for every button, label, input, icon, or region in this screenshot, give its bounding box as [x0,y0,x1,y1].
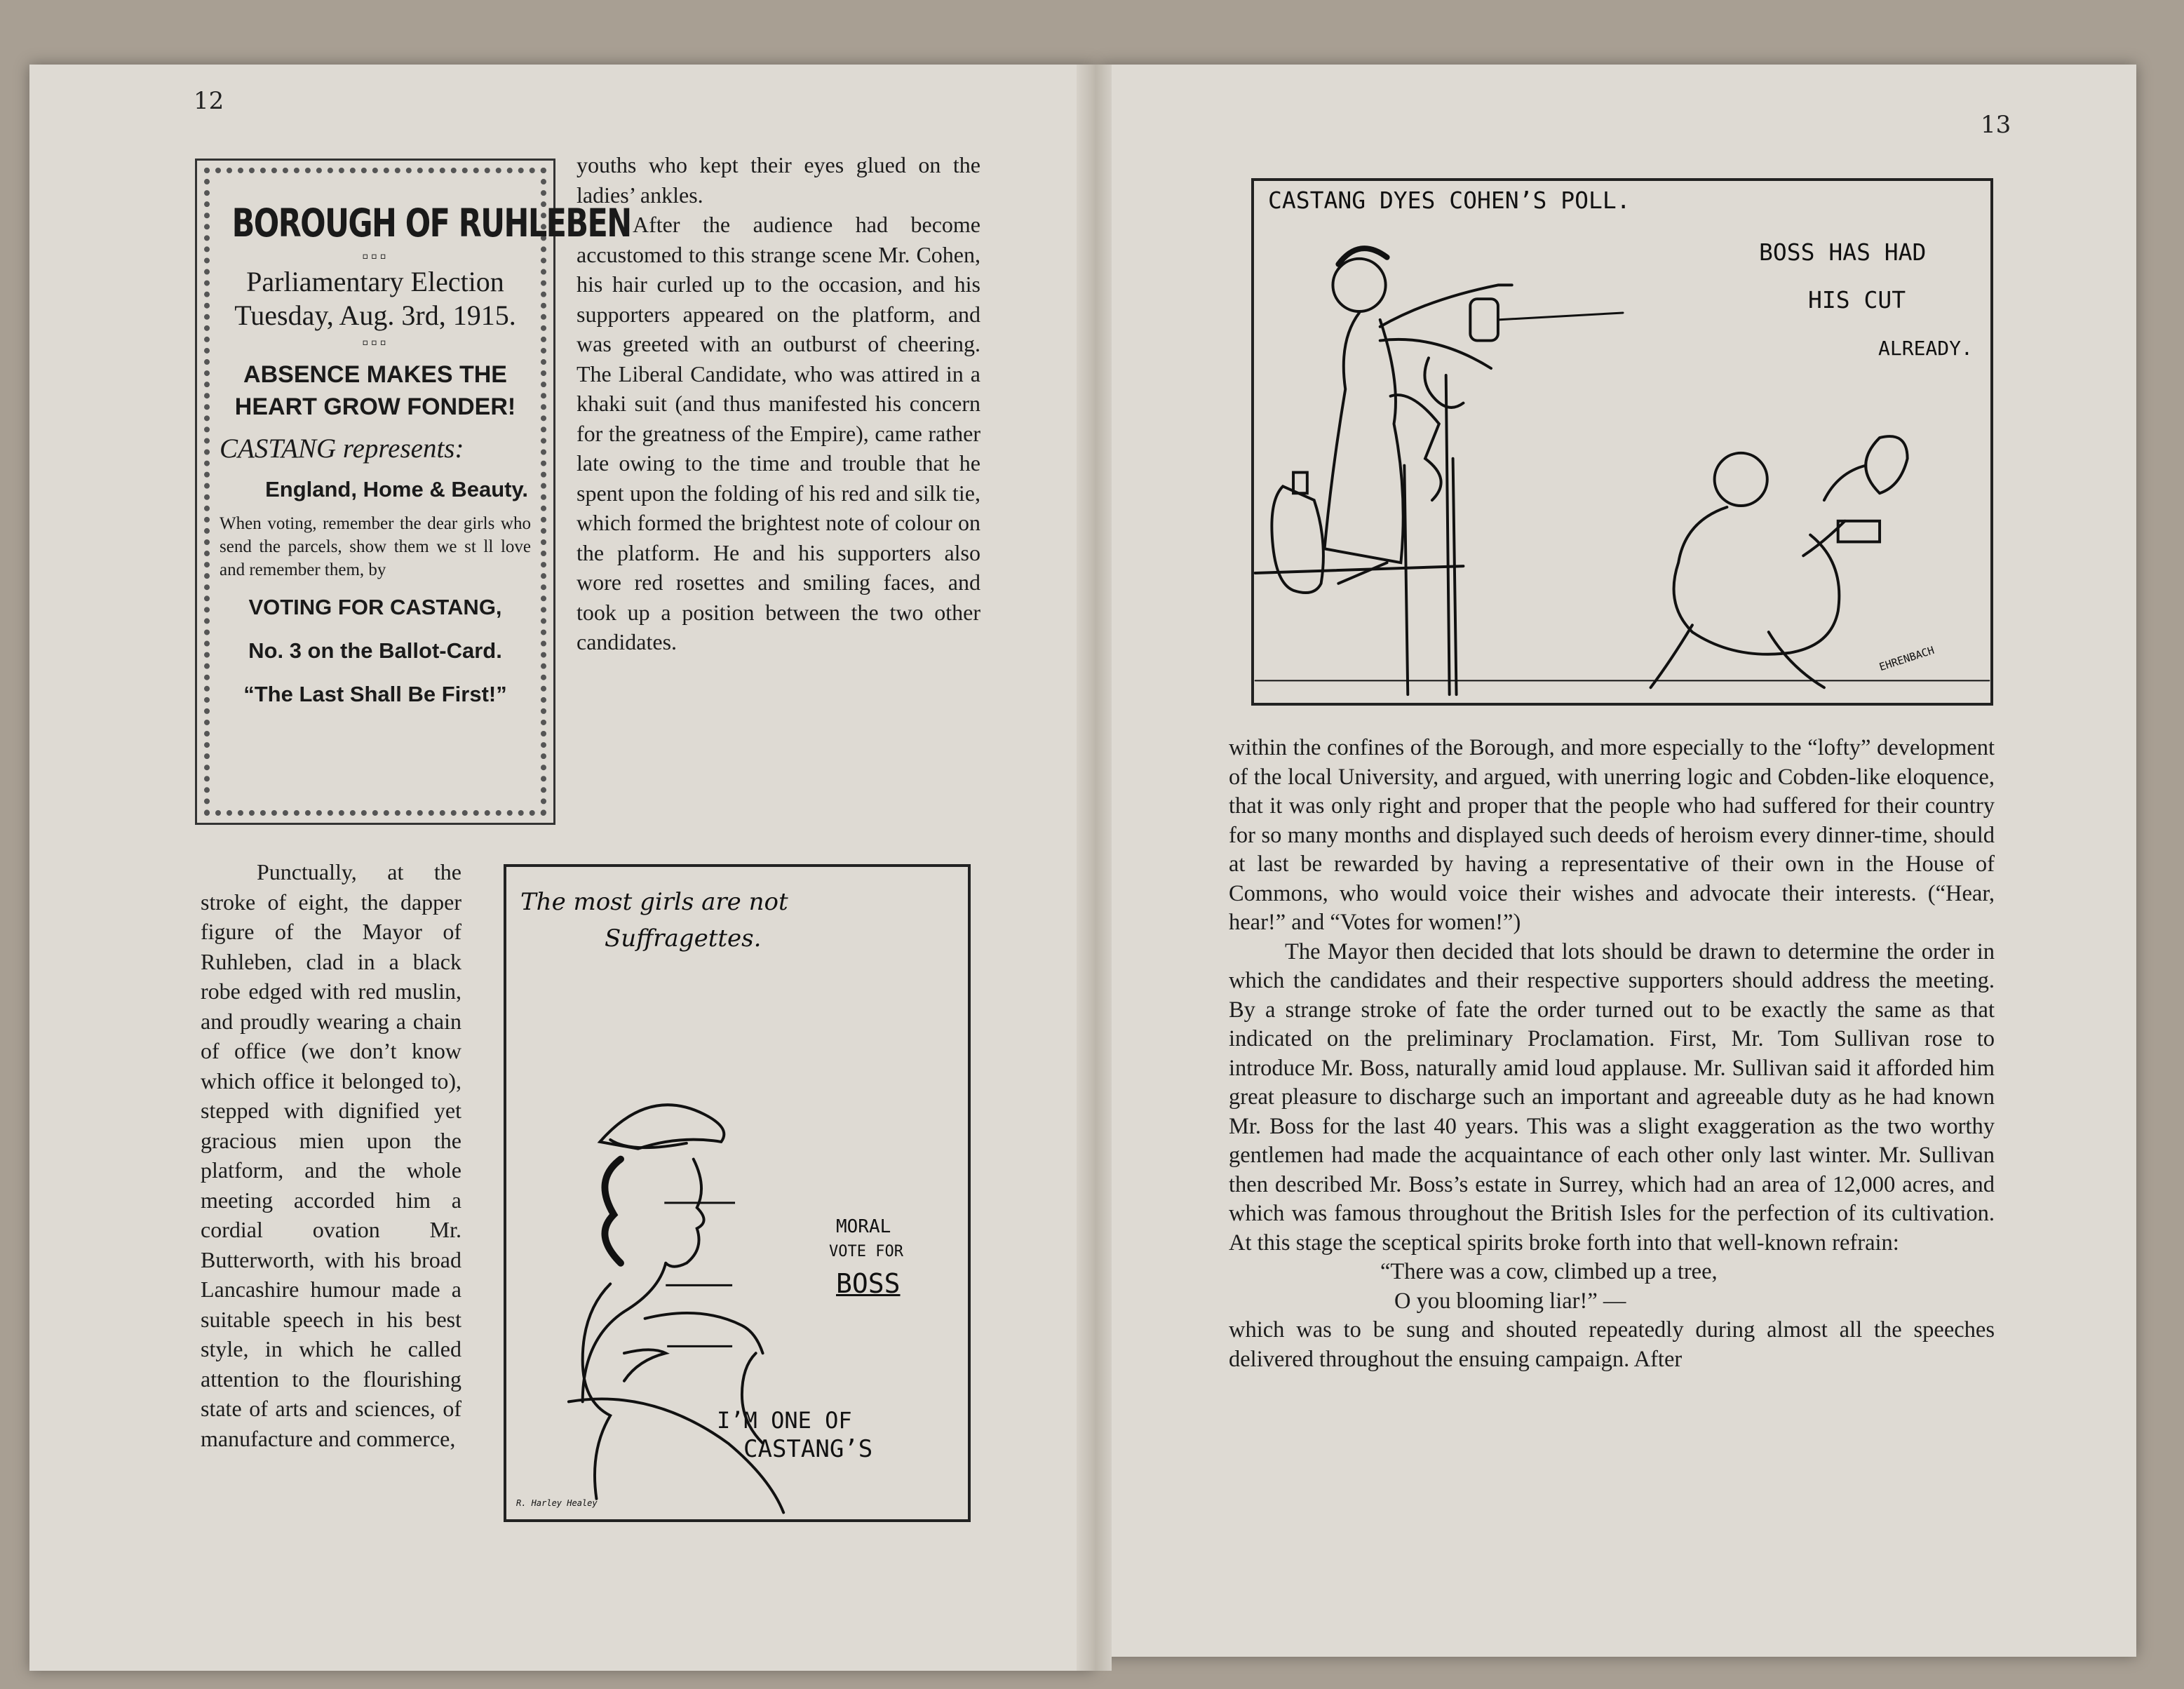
book-gutter [1077,65,1112,1671]
election-poster [195,159,631,825]
sign-line1: MORAL [836,1216,891,1237]
paragraph: which was to be sung and shouted repeatedly during almost all the speeches delivered throughout the ensuing campaign. After [1229,1317,1995,1372]
sign-line3: BOSS [836,1268,901,1299]
poster-title: BOROUGH OF RUHLEBEN [231,201,631,245]
poster-border [204,168,631,816]
poster-small-text: When voting, remember the dear girls who send the parcels, show them we st ll love and remember them, by [220,514,531,579]
cartoon-signature: EHRENBACH [1878,643,1936,674]
speech-line2: HIS CUT [1808,286,1906,314]
sign-line2: VOTE FOR [829,1243,903,1260]
paragraph: Punctually, at the stroke of eight, the dapper figure of the Mayor of Ruhleben, clad in a black robe edged with red muslin, and proudly wearing a chain of office (we don’t know which office it belonged to), stepped with dignified yet gracious mien upon the platform, and the whole meeting accorded him a cordial ovation Mr. Butterworth, with his broad Lancashire humour made a suitable speech in his best style, in which he called attention to the flourishing state of arts and sciences, of manufacture and commerce, [201,859,461,1451]
page-number-right: 13 [1981,111,2011,139]
suffragette-cartoon [504,864,971,1522]
cartoon-bottom-line1: I’M ONE OF [717,1407,852,1434]
speech-line1: BOSS HAS HAD [1759,238,1927,266]
page-number-left: 12 [194,87,224,115]
right-page-text [1229,734,1995,1374]
poster-election-line2: Tuesday, Aug. 3rd, 1915. [234,300,516,331]
paragraph: youths who kept their eyes glued on the ladies’ ankles. [577,152,980,208]
poster-vote-line3: “The Last Shall Be First!” [243,682,507,706]
poster-represents: CASTANG represents: [220,433,464,464]
left-page-bottom-column [201,857,461,1453]
cartoon-signature: R. Harley Healey [516,1498,598,1508]
paragraph: within the confines of the Borough, and more especially to the “lofty” development of the local University, and argued, with unerring logic and Cobden-like eloquence, that it was only right and proper that the people who had suffered for their country for so many months and displayed such deeds of heroism every dinner-time, should at last be rewarded by having a representative of their own in the House of Commons, who would voice their wishes and advocate their interests. (“Hear, hear!” and “Votes for women!”) [1229,735,1995,935]
poster-ornament: ▫▫▫ [362,335,389,349]
verse-line1: “There was a cow, climbed up a tree, [1380,1259,1718,1284]
speech-line3: ALREADY. [1878,337,1973,360]
verse-line2: O you blooming liar!” — [1394,1288,1626,1314]
poster-election-line1: Parliamentary Election [246,266,504,297]
paragraph: The Mayor then decided that lots should be drawn to determine the order in which the candidates and their respective supporters should address the meeting. By a strange stroke of fate the order turned out to be exactly the same as that indicated on the preliminary Proclamation. First, Mr. Tom Sullivan rose to introduce Mr. Boss, naturally amid loud applause. Mr. Sullivan said it afforded him great pleasure to discharge such an important and agreeable duty as he had known Mr. Boss for the last 40 years. This was a slight exaggeration as the two worthy gentlemen had made the acquaintance of each other only last winter. Mr. Sullivan then described Mr. Boss’s estate in Surrey, which had an area of 12,000 acres, and which was famous throughout the British Isles for the perfection of its cultivation. At this stage the sceptical spirits broke forth into that well-known refrain: [1229,938,1995,1256]
castang-cartoon [1251,178,1993,706]
poster-vote-line1: VOTING FOR CASTANG, [248,595,502,619]
cartoon-caption-line2: Suffragettes. [605,924,762,953]
poster-slogan: ABSENCE MAKES THE HEART GROW FONDER! [234,361,516,420]
cartoon-bottom-line2: CASTANG’S [743,1435,873,1463]
poster-ornament: ▫▫▫ [362,249,389,262]
paragraph: After the audience had become accustomed to this strange scene Mr. Cohen, his hair curled up to the occasion, and his supporters appeared on the platform, and was greeted with an outburst of cheering. The Liberal Candidate, who was attired in a khaki suit (and thus manifested his concern for the greatness of the Empire), came rather late owing to the time and trouble that he spent upon the folding of his red and silk tie, which formed the brightest note of colour on the platform. He and his supporters also wore red rosettes and smiling faces, and took up a position between the two other candidates. [577,212,980,654]
cartoon-caption-line1: The most girls are not [520,888,788,916]
cartoon-title: CASTANG DYES COHEN’S POLL. [1268,187,1631,214]
left-page-right-column [577,150,980,657]
poster-represents-items: England, Home & Beauty. [265,477,528,502]
poster-vote-line2: No. 3 on the Ballot-Card. [248,638,502,663]
